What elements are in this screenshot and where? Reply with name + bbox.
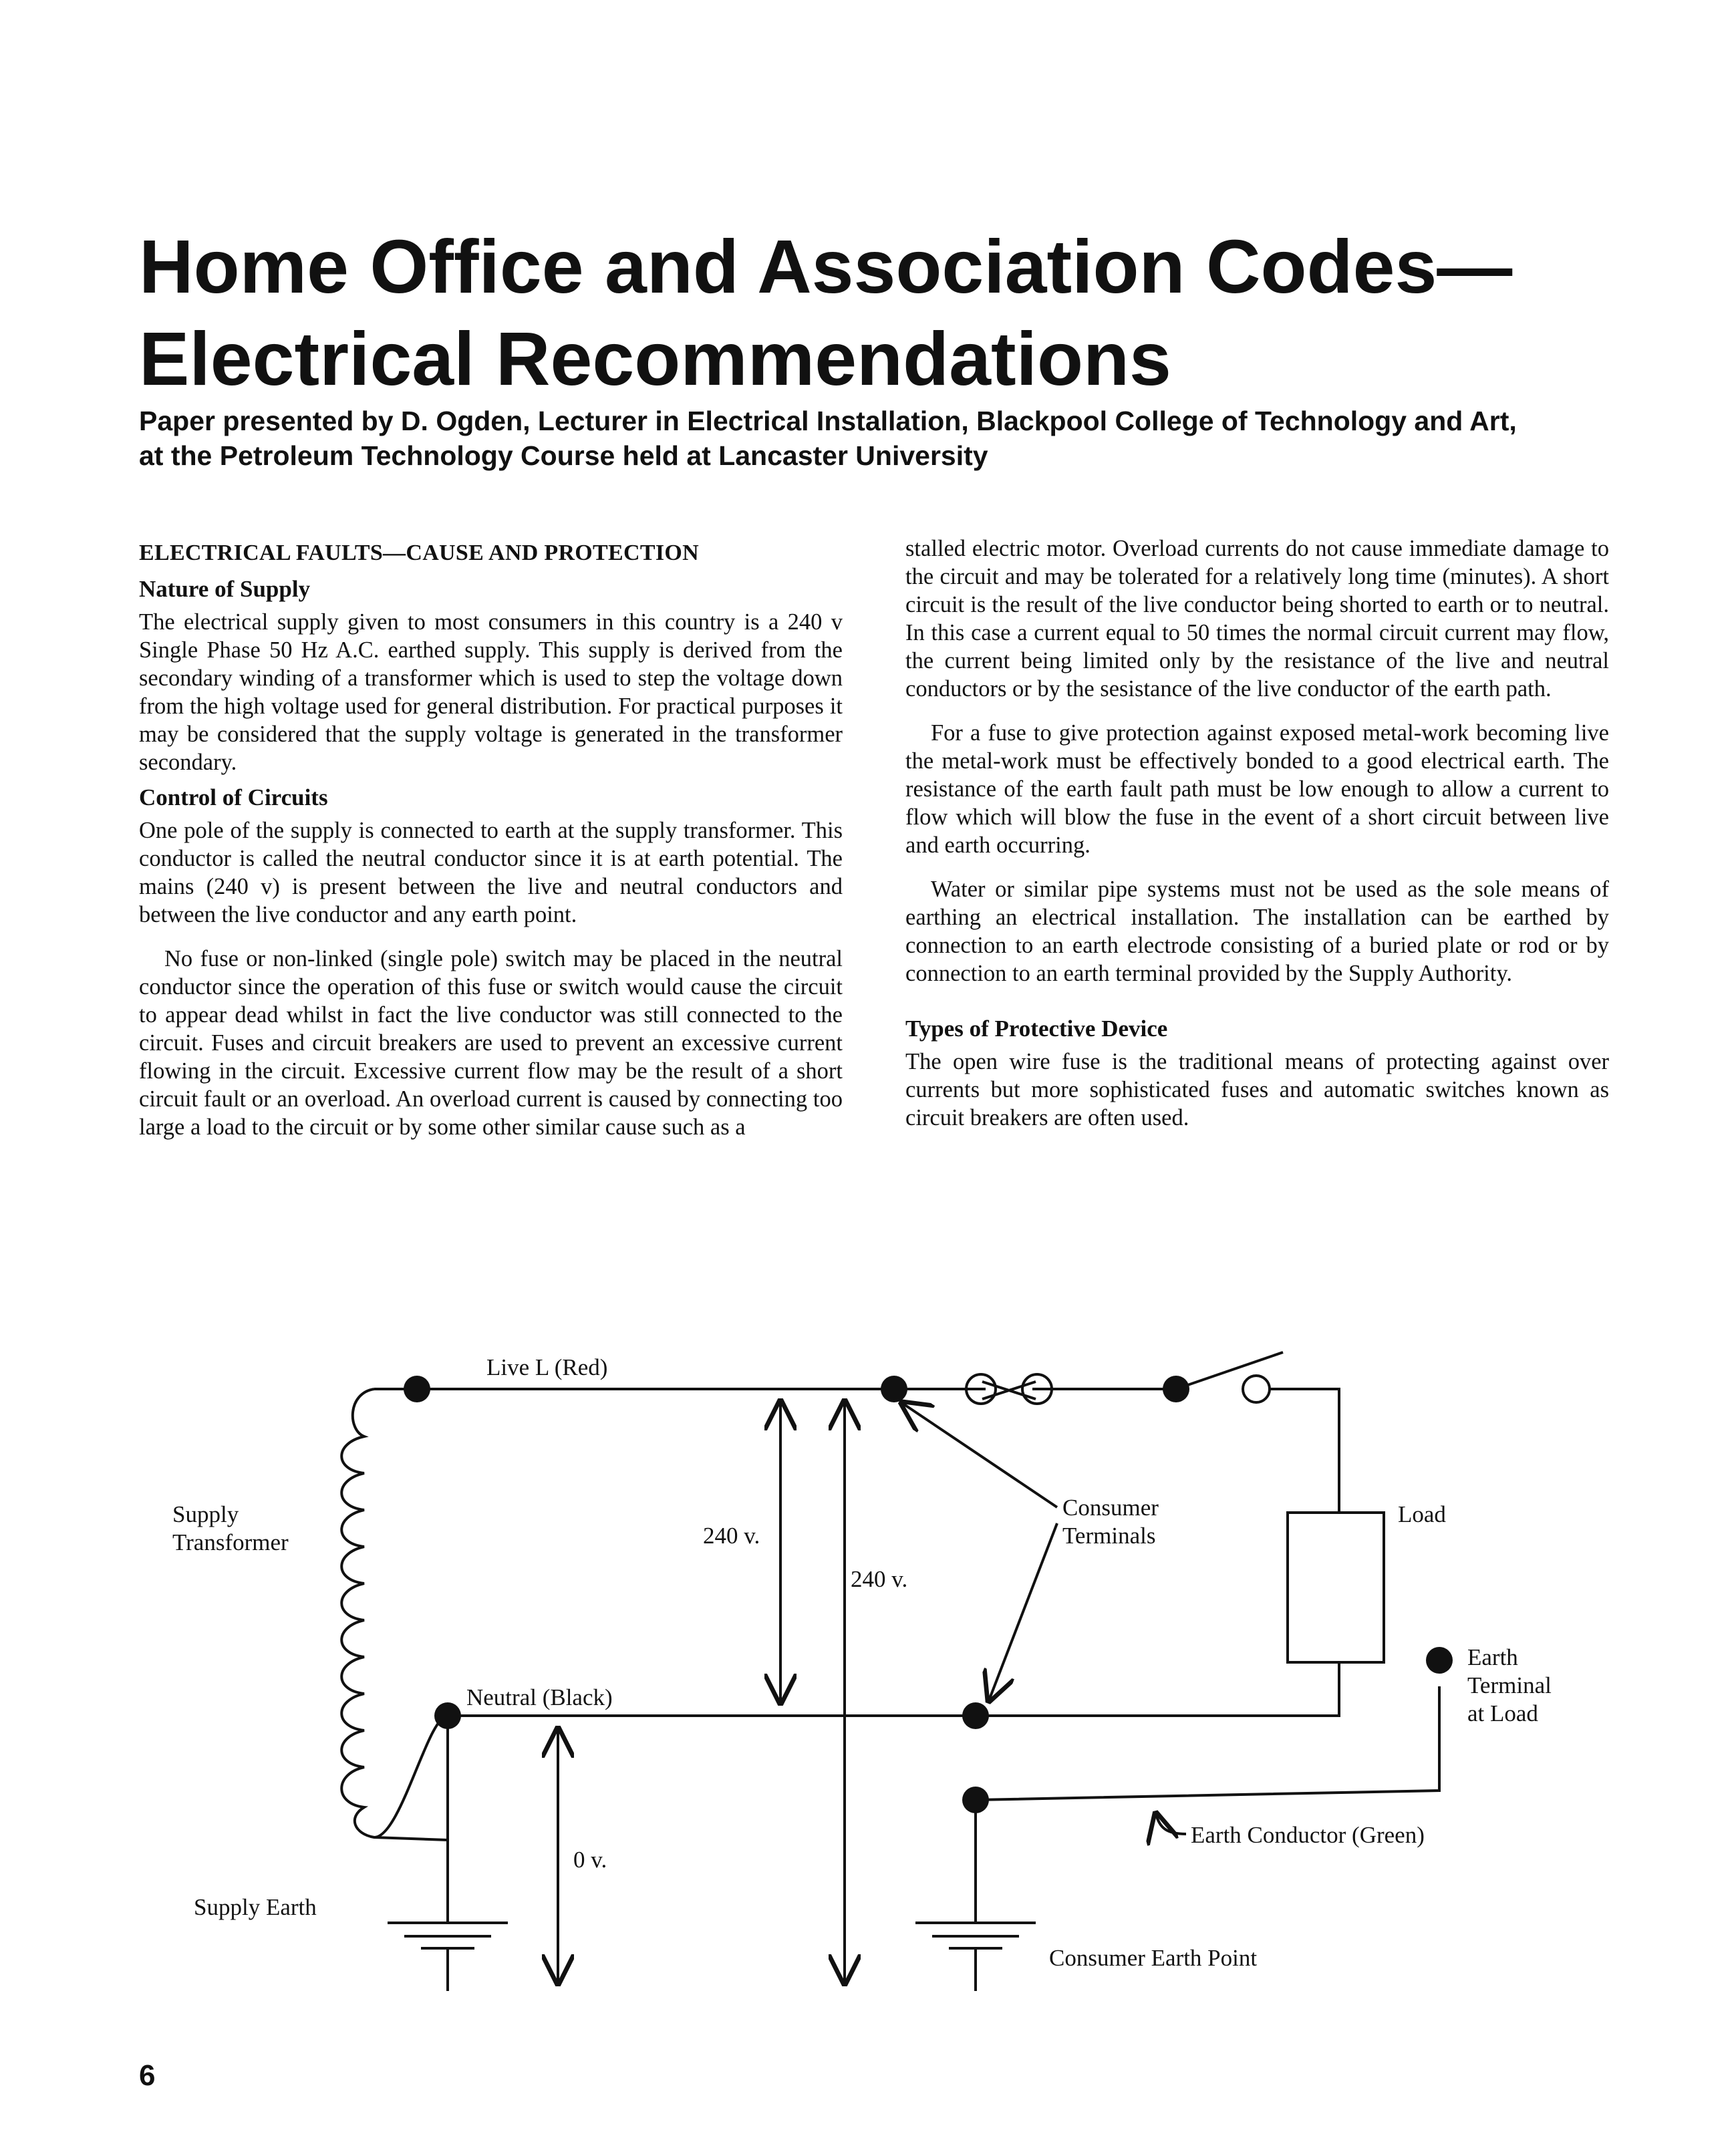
supply-transformer-label-2: Transformer — [172, 1529, 289, 1555]
fuse-placement-paragraph: No fuse or non-linked (single pole) switch may be placed in the neutral conductor since the operation of this fuse or switch would cause the circuit to appear dead whilst in fact the live conductor was still connected to the circuit. Fuses and circuit breakers are used to prevent an excessive current flowing in the circuit. Excessive current flow may be the result of a short circuit fault or an overload. An overload current is caused by connecting too large a load to the circuit or by some other similar cause such as a — [139, 946, 843, 1140]
title-line-1: Home Office and Association Codes— — [139, 224, 1513, 309]
earth-terminal-label-3: at Load — [1467, 1700, 1538, 1726]
load-return-wire — [976, 1662, 1339, 1716]
load-label: Load — [1398, 1501, 1446, 1527]
right-column — [905, 534, 1609, 1132]
earth-return-wire — [448, 1948, 976, 1991]
fuse-symbol — [966, 1382, 1052, 1399]
circuit-diagram — [0, 1310, 1736, 1991]
byline — [139, 404, 1609, 473]
supply-earth-symbol — [388, 1923, 508, 1991]
transformer-coil — [341, 1389, 448, 1840]
section-heading: ELECTRICAL FAULTS—CAUSE AND PROTECTION — [139, 541, 699, 565]
consumer-earth-terminal — [962, 1787, 989, 1813]
byline-line-1: Paper presented by D. Ogden, Lecturer in Electrical Installation, Blackpool College of Technology and Art, — [139, 406, 1517, 436]
leader-to-neutral-terminal — [989, 1523, 1057, 1700]
supply-earth-label: Supply Earth — [194, 1894, 317, 1920]
nature-of-supply-heading: Nature of Supply — [139, 576, 311, 602]
live-consumer-terminal — [881, 1376, 907, 1402]
types-of-protective-device-heading: Types of Protective Device — [905, 1016, 1168, 1042]
earth-conductor-arrow — [1156, 1814, 1186, 1834]
live-supply-terminal — [404, 1376, 430, 1402]
earth-conductor-label: Earth Conductor (Green) — [1191, 1822, 1425, 1848]
live-wire-to-load — [1270, 1389, 1339, 1513]
neutral-supply-terminal — [434, 1702, 461, 1729]
consumer-terminals-label-1: Consumer — [1062, 1495, 1159, 1521]
fuse-protection-paragraph: For a fuse to give protection against exposed metal-work becoming live the metal-work must be effectively bonded to a good electrical earth. The resistance of the earth fault path must be low enough to allow a current to flow which will blow the fuse in the event of a short circuit between live and earth occurring. — [905, 720, 1609, 858]
voltage-zero-label: 0 v. — [573, 1847, 607, 1873]
continued-paragraph: stalled electric motor. Overload currents do not cause immediate damage to the circuit and may be tolerated for a relatively long time (minutes). A short circuit is the result of the live conductor being shorted to earth or to neutral. In this case a current equal to 50 times the normal circuit current may flow, the current being limited only by the resistance of the live and neutral conductors or by the sesistance of the live conductor of the earth path. — [905, 536, 1609, 702]
load-box — [1288, 1513, 1384, 1662]
control-of-circuits-paragraph: One pole of the supply is connected to earth at the supply transformer. This conductor is called the neutral conductor since it is at earth potential. The mains (240 v) is present between the live and neutral conductors and between the live conductor and any earth point. — [139, 818, 843, 927]
switch-contact — [1243, 1376, 1270, 1402]
page-number: 6 — [139, 2059, 156, 2092]
switch-terminal — [1163, 1376, 1189, 1402]
earth-conductor — [976, 1686, 1439, 1800]
page-title — [139, 220, 1609, 405]
neutral-label: Neutral (Black) — [466, 1684, 613, 1710]
left-column — [139, 539, 843, 1141]
leader-to-live-terminal — [902, 1403, 1057, 1507]
title-line-2: Electrical Recommendations — [139, 317, 1171, 401]
voltage-live-neutral-label: 240 v. — [703, 1523, 760, 1549]
earth-terminal-at-load — [1426, 1647, 1453, 1674]
consumer-terminals-label-2: Terminals — [1062, 1523, 1156, 1549]
consumer-earth-label: Consumer Earth Point — [1049, 1945, 1258, 1971]
water-pipes-paragraph: Water or similar pipe systems must not be used as the sole means of earthing an electrical installation. The installation can be earthed by connection to an earth electrode consisting of a buried plate or rod or by connection to an earth terminal provided by the Supply Authority. — [905, 877, 1609, 986]
earth-terminal-label-2: Terminal — [1467, 1672, 1552, 1698]
consumer-earth-symbol — [915, 1923, 1036, 1948]
earth-terminal-label-1: Earth — [1467, 1644, 1518, 1670]
voltage-live-earth-label: 240 v. — [851, 1566, 908, 1592]
control-of-circuits-heading: Control of Circuits — [139, 784, 328, 810]
nature-of-supply-paragraph: The electrical supply given to most consumers in this country is a 240 v Single Phase 50 Hz A.C. earthed supply. This supply is derived from the secondary winding of a transformer which is used to step the voltage down from the high voltage used for general distribution. For practical purposes it may be considered that the supply voltage is generated in the transformer secondary. — [139, 609, 843, 775]
byline-line-2: at the Petroleum Technology Course held at Lancaster University — [139, 440, 988, 471]
live-label: Live L (Red) — [486, 1354, 608, 1380]
types-of-protective-device-paragraph: The open wire fuse is the traditional means of protecting against over currents but more sophisticated fuses and automatic switches known as circuit breakers are often used. — [905, 1049, 1609, 1130]
supply-transformer-label-1: Supply — [172, 1501, 239, 1527]
neutral-consumer-terminal — [962, 1702, 989, 1729]
